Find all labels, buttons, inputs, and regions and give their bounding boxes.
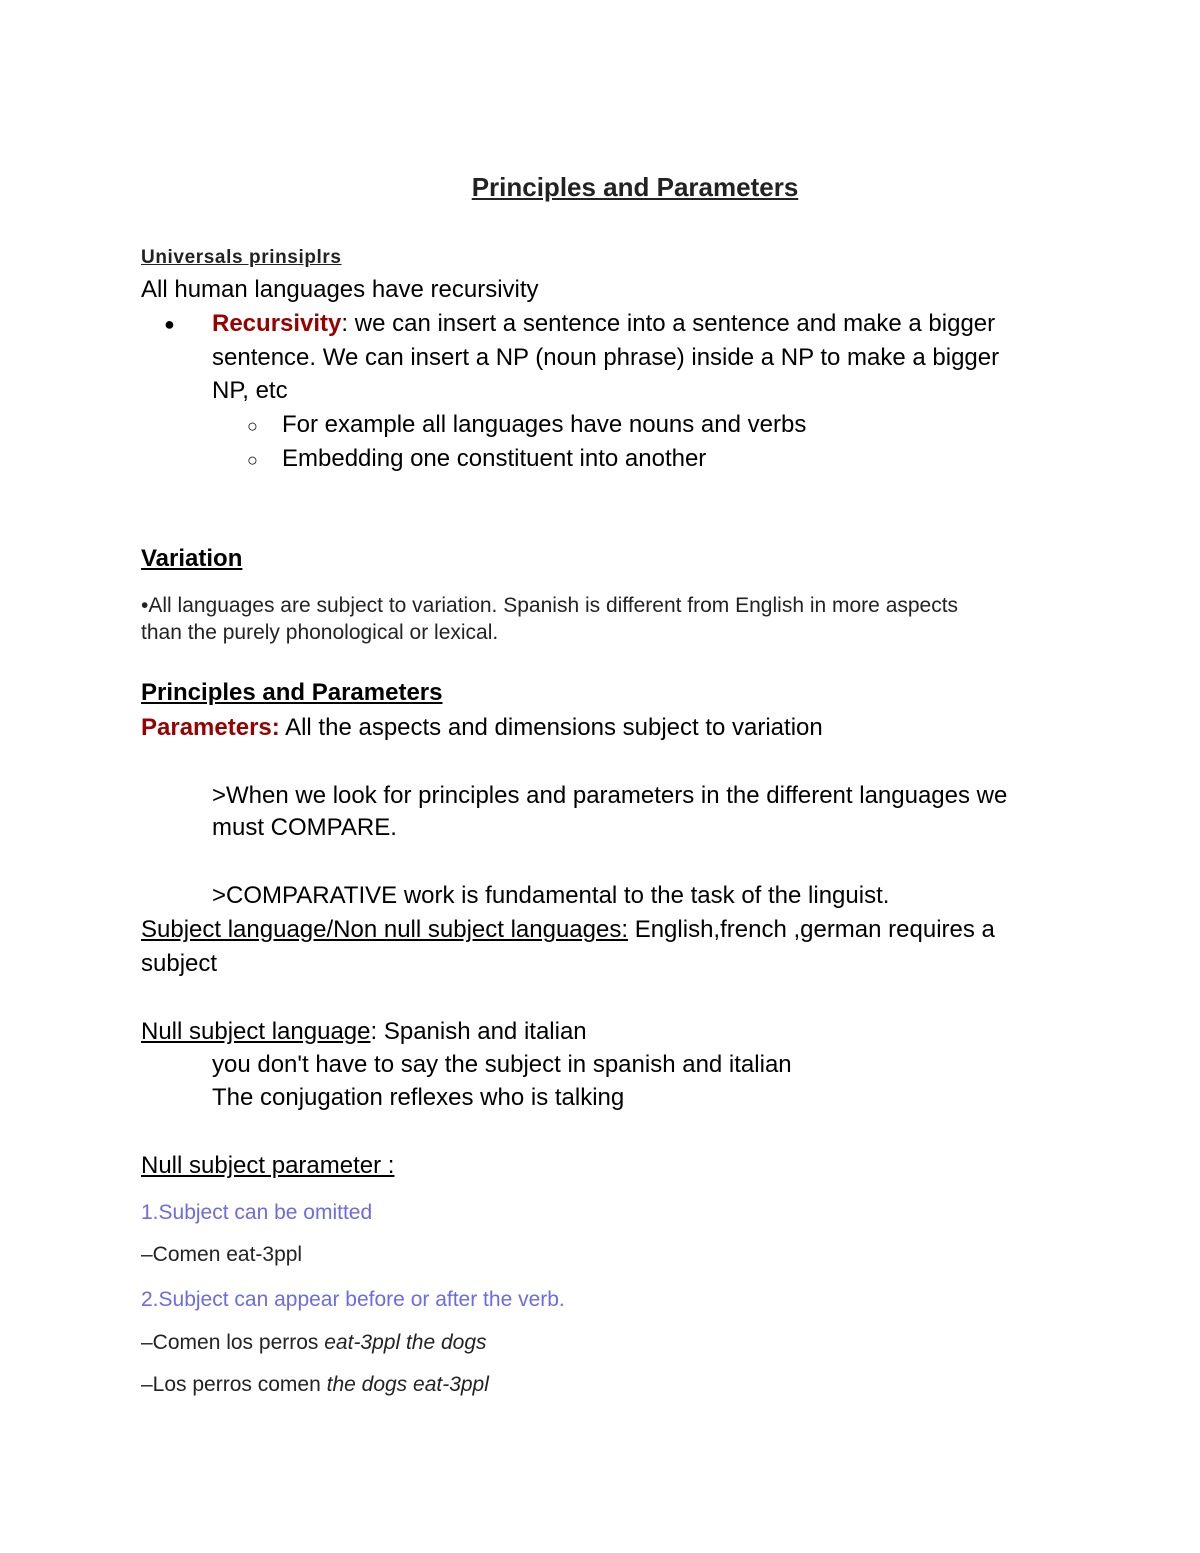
subject-language-line-2: subject xyxy=(141,950,218,977)
sub-item-2: Embedding one constituent into another xyxy=(282,445,707,472)
subject-language-line xyxy=(141,913,995,947)
page-title: Principles and Parameters xyxy=(471,172,799,202)
comparative-line: >COMPARATIVE work is fundamental to the task of the linguist. xyxy=(212,882,890,909)
sub-bullet-circle: ○ xyxy=(247,416,258,436)
null-subject-text: : Spanish and italian xyxy=(370,1018,587,1045)
universals-heading: Universals prinsiplrs xyxy=(141,247,342,268)
parameters-text: All the aspects and dimensions subject to variation xyxy=(279,714,823,741)
sub-bullet-circle: ○ xyxy=(247,450,258,470)
recursivity-line-3: NP, etc xyxy=(212,377,288,404)
null-subject-label: Null subject language xyxy=(141,1018,371,1045)
nsp-heading: Null subject parameter : xyxy=(141,1152,395,1179)
pp-heading: Principles and Parameters xyxy=(141,679,443,706)
sub-item-1: For example all languages have nouns and verbs xyxy=(282,411,807,438)
nsp-heading-line xyxy=(141,1149,394,1183)
example-1: –Comen eat-3ppl xyxy=(141,1243,303,1266)
compare-line-2: must COMPARE. xyxy=(212,814,397,841)
variation-text-1: •All languages are subject to variation. Spanish is different from English in more aspects xyxy=(141,594,959,617)
example-2-spanish: –Comen los perros xyxy=(141,1331,325,1354)
parameters-line xyxy=(141,711,823,745)
rule-1: 1.Subject can be omitted xyxy=(141,1201,373,1224)
compare-line-1: >When we look for principles and parameters in the different languages we xyxy=(212,782,1008,809)
recursivity-term: Recursivity xyxy=(212,310,342,337)
example-2-gloss: eat-3ppl the dogs xyxy=(324,1331,487,1354)
universals-intro: All human languages have recursivity xyxy=(141,276,539,303)
example-3-gloss: the dogs eat-3ppl xyxy=(326,1373,489,1396)
null-subject-line xyxy=(141,1015,587,1049)
subject-language-text: English,french ,german requires a xyxy=(628,916,995,943)
bullet-dot: ● xyxy=(164,314,175,334)
example-2 xyxy=(141,1329,487,1356)
recursivity-definition: : we can insert a sentence into a sentence and make a bigger xyxy=(341,310,996,337)
null-subject-sub-2: The conjugation reflexes who is talking xyxy=(212,1084,625,1111)
parameters-label: Parameters: xyxy=(141,714,280,741)
example-3-spanish: –Los perros comen xyxy=(141,1373,327,1396)
example-3 xyxy=(141,1371,489,1398)
recursivity-line-1 xyxy=(212,307,995,341)
variation-text-2: than the purely phonological or lexical. xyxy=(141,621,499,644)
recursivity-line-2: sentence. We can insert a NP (noun phrase) inside a NP to make a bigger xyxy=(212,344,1000,371)
rule-2: 2.Subject can appear before or after the verb. xyxy=(141,1288,565,1311)
variation-heading: Variation xyxy=(141,545,243,572)
null-subject-sub-1: you don't have to say the subject in spanish and italian xyxy=(212,1051,792,1078)
subject-language-label: Subject language/Non null subject languages: xyxy=(141,916,629,943)
